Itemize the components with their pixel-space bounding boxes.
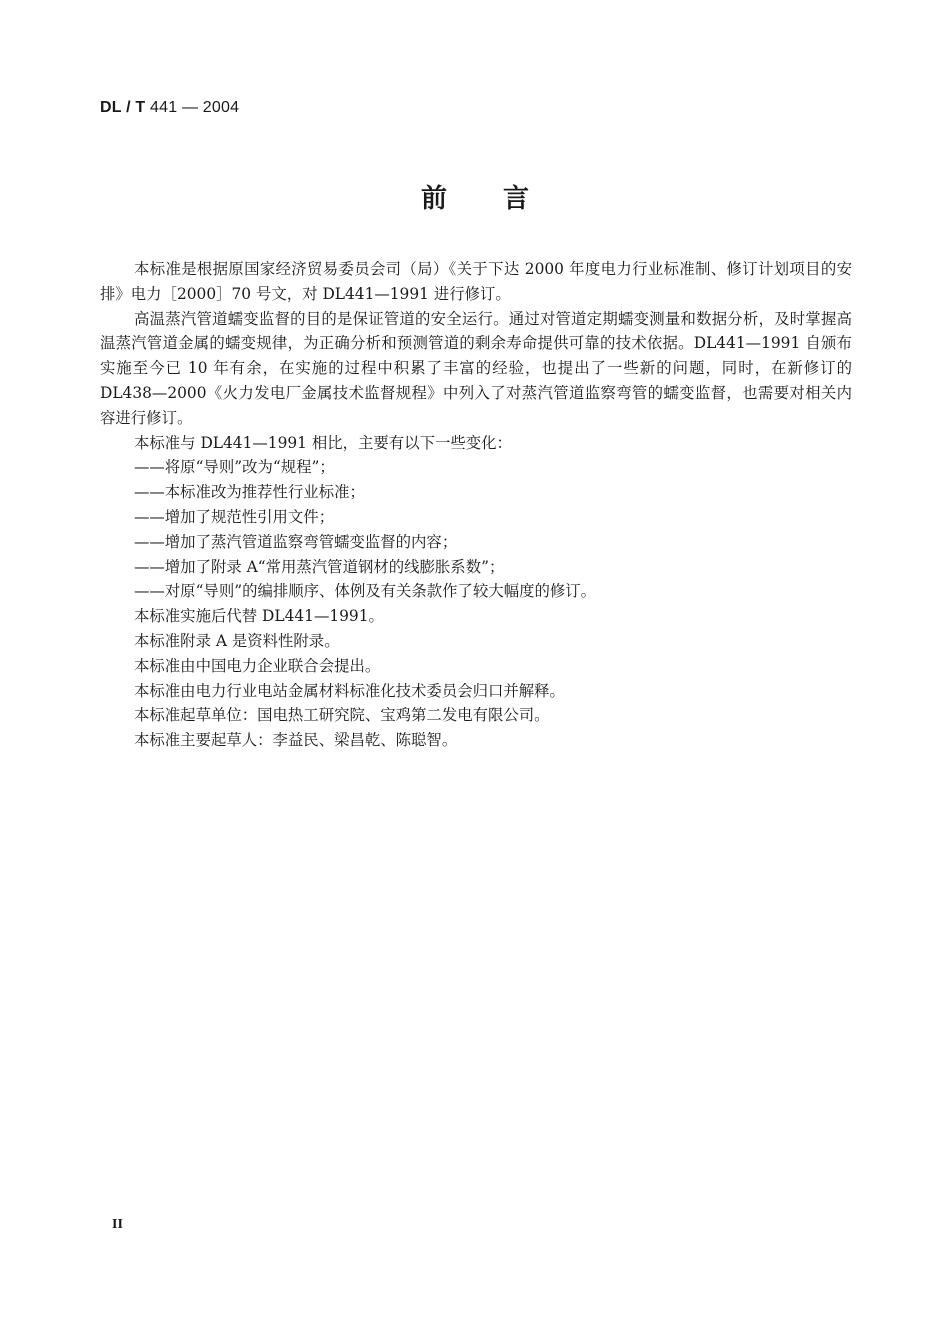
paragraph-changes-intro: 本标准与 DL441—1991 相比，主要有以下一些变化： [134,433,512,452]
foreword-body [100,257,852,753]
paragraph-basis: 本标准是根据原国家经济贸易委员会司（局）《关于下达 2000 年度电力行业标准制、修订计划项目的安排》电力［2000］70 号文，对 DL441—1991 进行修订。 [100,260,852,303]
change-item: ——对原“导则”的编排顺序、体例及有关条款作了较大幅度的修订。 [134,582,597,601]
paragraph-drafting-units: 本标准起草单位：国电热工研究院、宝鸡第二发电有限公司。 [134,706,550,725]
change-item: ——增加了附录 A“常用蒸汽管道钢材的线膨胀系数”； [134,557,505,576]
document-code-prefix: DL / T [100,99,146,116]
paragraph-drafters: 本标准主要起草人：李益民、梁昌乾、陈聪智。 [134,731,458,750]
change-item: ——增加了规范性引用文件； [134,507,335,526]
paragraph-purpose: 高温蒸汽管道蠕变监督的目的是保证管道的安全运行。通过对管道定期蠕变测量和数据分析，及时掌握高温蒸汽管道金属的蠕变规律，为正确分析和预测管道的剩余寿命提供可靠的技术依据。DL441—1991 自颁布实施至今已 10 年有余，在实施的过程中积累了丰富的经验，也提出了一些新的问题，同时，在新修订的 DL438—2000《火力发电厂金属技术监督规程》中列入了对蒸汽管道监察弯管的蠕变监督，也需要对相关内容进行修订。 [100,309,852,427]
paragraph-proposer: 本标准由中国电力企业联合会提出。 [134,656,381,675]
document-code-number: 441 — 2004 [145,99,240,116]
change-item: ——将原“导则”改为“规程”； [134,458,335,477]
page-title: 前言 [420,184,585,214]
paragraph-appendix: 本标准附录 A 是资料性附录。 [134,631,340,650]
paragraph-committee: 本标准由电力行业电站金属材料标准化技术委员会归口并解释。 [134,681,565,700]
change-item: ——本标准改为推荐性行业标准； [134,483,365,502]
change-item: ——增加了蒸汽管道监察弯管蠕变监督的内容； [134,532,458,551]
paragraph-replaces: 本标准实施后代替 DL441—1991。 [134,607,384,626]
document-code [100,99,239,117]
page-number: II [112,1217,123,1232]
